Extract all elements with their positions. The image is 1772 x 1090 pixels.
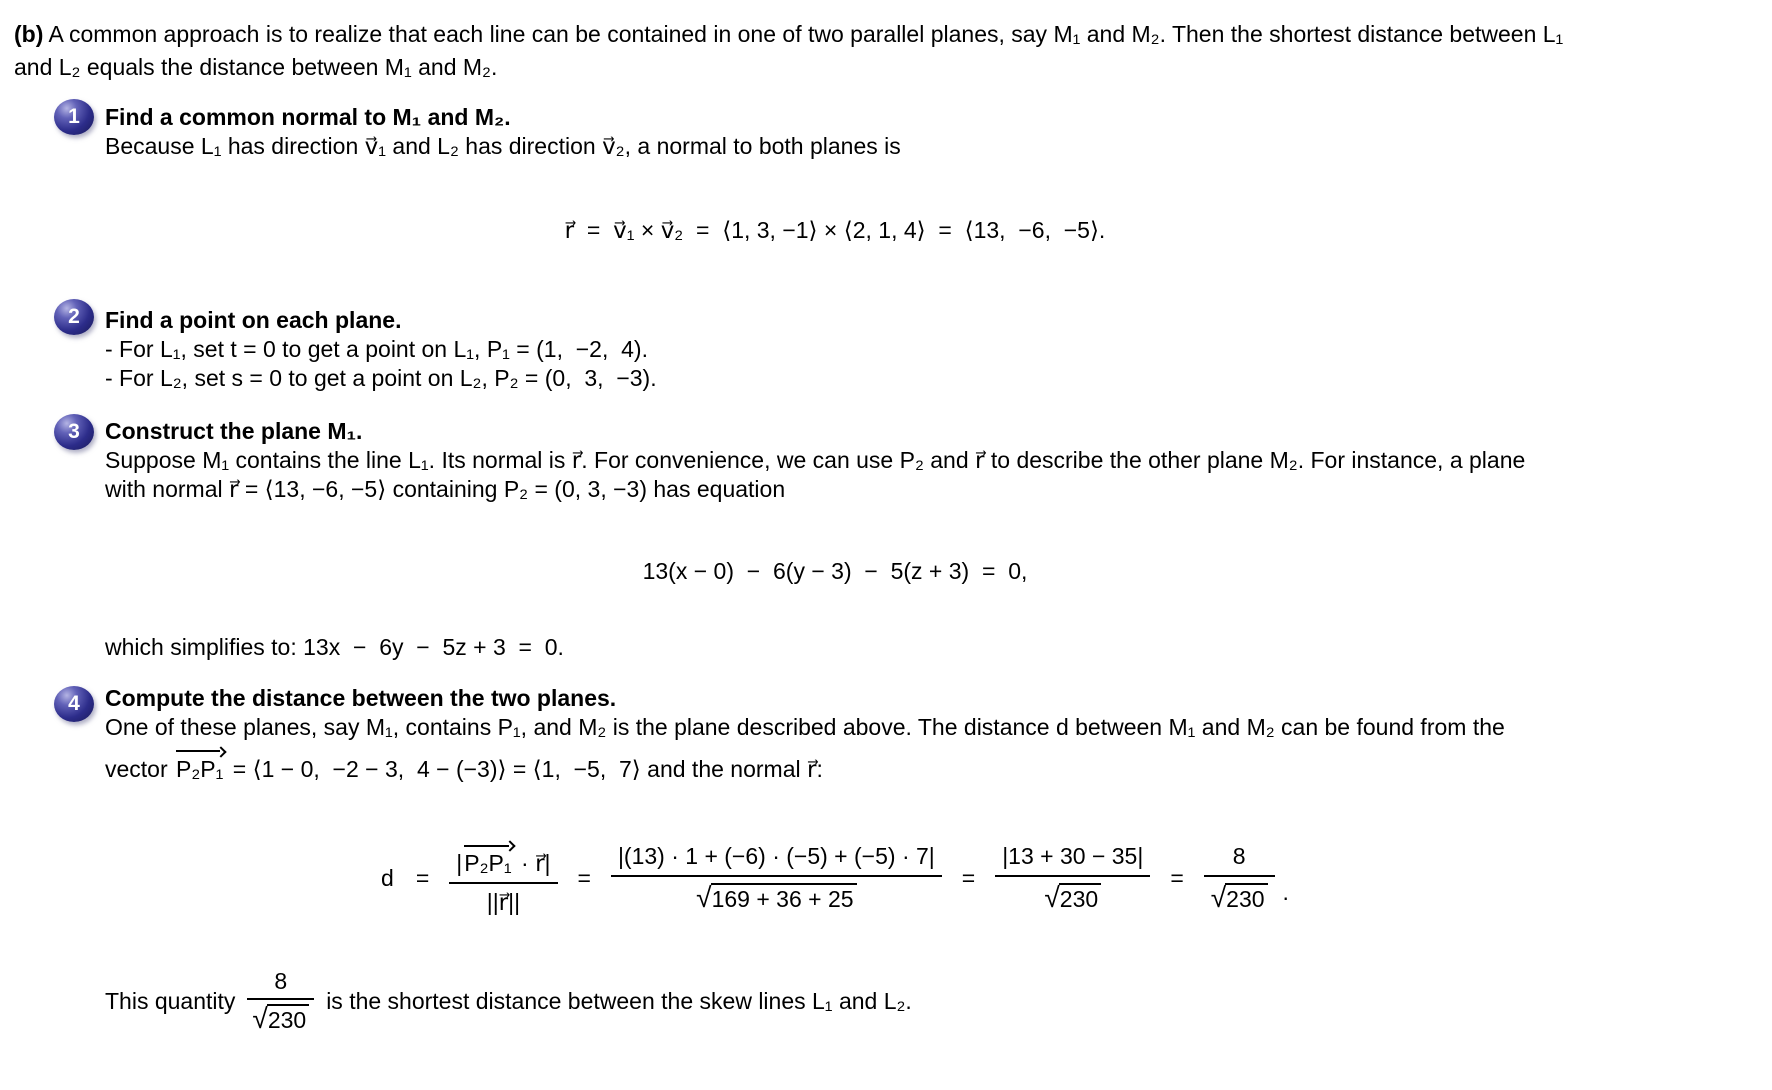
step-4-vector-line bbox=[105, 746, 1755, 784]
step-1-number: 1 bbox=[68, 105, 80, 128]
equation-period: . bbox=[1282, 878, 1289, 905]
intro-line-1-text: A common approach is to realize that each line can be contained in one of two parallel planes, say M₁ and M₂. Then the shortest distance between L₁ bbox=[43, 21, 1564, 47]
equals-sign-1: = bbox=[415, 864, 430, 891]
step-2-line-2: - For L₂, set s = 0 to get a point on L₂, P₂ = (0, 3, −3). bbox=[105, 365, 657, 391]
vector-line-prefix: vector bbox=[105, 756, 175, 782]
distance-fraction-definition bbox=[449, 841, 557, 916]
equals-sign-2: = bbox=[577, 864, 591, 891]
intro-line-2: and L₂ equals the distance between M₁ and M₂. bbox=[14, 54, 498, 80]
conclusion-line bbox=[105, 968, 912, 1034]
distance-fraction-summed bbox=[995, 843, 1150, 914]
step-3-title: Construct the plane M₁. bbox=[105, 418, 363, 444]
step-4-badge bbox=[54, 686, 94, 722]
step-3-number: 3 bbox=[68, 420, 80, 443]
fraction-1-denominator: ||r⃗|| bbox=[486, 888, 521, 915]
step-3 bbox=[105, 417, 1755, 504]
step-2-badge bbox=[54, 299, 94, 335]
step-2 bbox=[105, 306, 1755, 393]
fraction-1-numerator bbox=[449, 841, 557, 884]
p2p1-overarrow-vector: P₂P₁ bbox=[174, 746, 226, 784]
dot-r-abs-close: · r⃗| bbox=[514, 849, 551, 876]
result-fraction bbox=[247, 968, 314, 1035]
step-3-badge bbox=[54, 414, 94, 450]
sqrt-sign: √ bbox=[1210, 881, 1227, 913]
distance-fraction-expanded bbox=[611, 843, 942, 914]
sqrt-sign: √ bbox=[696, 881, 712, 913]
intro-paragraph bbox=[14, 18, 1762, 84]
step-4-line-1: One of these planes, say M₁, contains P₁, and M₂ is the plane described above. The distance d between M₁ and M₂ can be found from the bbox=[105, 714, 1505, 740]
distance-fraction-result bbox=[1204, 843, 1275, 914]
equation-plane: 13(x − 0) − 6(y − 3) − 5(z + 3) = 0, bbox=[642, 558, 1028, 584]
radicand: 230 bbox=[267, 1004, 309, 1034]
fraction-4-numerator: 8 bbox=[1204, 843, 1275, 877]
result-fraction-denominator bbox=[247, 1000, 314, 1035]
fraction-3-denominator bbox=[995, 877, 1150, 914]
step-3-line-2: with normal r⃗ = ⟨13, −6, −5⟩ containing P₂ = (0, 3, −3) has equation bbox=[105, 476, 786, 502]
p2p1-overarrow-vector: P₂P₁ bbox=[462, 841, 514, 877]
conclusion-prefix: This quantity bbox=[105, 987, 236, 1014]
step-1-badge bbox=[54, 99, 94, 135]
step-1-line-1: Because L₁ has direction v⃗₁ and L₂ has direction v⃗₂, a normal to both planes is bbox=[105, 133, 901, 159]
radicand: 230 bbox=[1059, 883, 1101, 913]
step-1-title: Find a common normal to M₁ and M₂. bbox=[105, 104, 511, 130]
square-root bbox=[252, 1002, 309, 1034]
conclusion-suffix: is the shortest distance between the skew lines L₁ and L₂. bbox=[326, 987, 912, 1014]
square-root bbox=[696, 881, 856, 913]
sqrt-sign: √ bbox=[1044, 881, 1060, 913]
step-3-line-1: Suppose M₁ contains the line L₁. Its normal is r⃗. For convenience, we can use P₂ and r⃗ to describe the other plane M₂. For instance, a plane bbox=[105, 447, 1526, 473]
fraction-3-numerator: |13 + 30 − 35| bbox=[995, 843, 1150, 877]
simplified-equation-line: which simplifies to: 13x − 6y − 5z + 3 = 0. bbox=[105, 634, 564, 660]
square-root bbox=[1210, 881, 1268, 913]
step-2-number: 2 bbox=[68, 305, 80, 328]
fraction-2-denominator bbox=[611, 877, 942, 914]
result-fraction-numerator: 8 bbox=[247, 968, 314, 1000]
equation-distance bbox=[105, 826, 1565, 930]
abs-bar-open: | bbox=[456, 849, 463, 876]
radicand: 230 bbox=[1225, 883, 1267, 913]
part-label: (b) bbox=[14, 21, 44, 47]
equals-sign-4: = bbox=[1170, 864, 1184, 891]
step-2-title: Find a point on each plane. bbox=[105, 307, 402, 333]
fraction-4-denominator bbox=[1204, 877, 1275, 914]
step-4-title: Compute the distance between the two planes. bbox=[105, 685, 617, 711]
step-1 bbox=[105, 103, 1755, 161]
intro-line-1 bbox=[14, 18, 1762, 51]
fraction-2-numerator: |(13) · 1 + (−6) · (−5) + (−5) · 7| bbox=[611, 843, 942, 877]
step-4-number: 4 bbox=[68, 692, 80, 715]
sqrt-sign: √ bbox=[252, 1002, 268, 1034]
step-2-line-1: - For L₁, set t = 0 to get a point on L₁, P₁ = (1, −2, 4). bbox=[105, 336, 648, 362]
square-root bbox=[1044, 881, 1101, 913]
step-4 bbox=[105, 684, 1755, 784]
equals-sign-3: = bbox=[961, 864, 976, 891]
equation-cross-product: r⃗ = v⃗₁ × v⃗₂ = ⟨1, 3, −1⟩ × ⟨2, 1, 4⟩ = ⟨13, −6, −5⟩. bbox=[564, 217, 1106, 243]
distance-symbol: d bbox=[381, 864, 394, 891]
vector-line-rest: = ⟨1 − 0, −2 − 3, 4 − (−3)⟩ = ⟨1, −5, 7⟩ and the normal r⃗: bbox=[226, 756, 823, 782]
radicand: 169 + 36 + 25 bbox=[711, 883, 857, 913]
